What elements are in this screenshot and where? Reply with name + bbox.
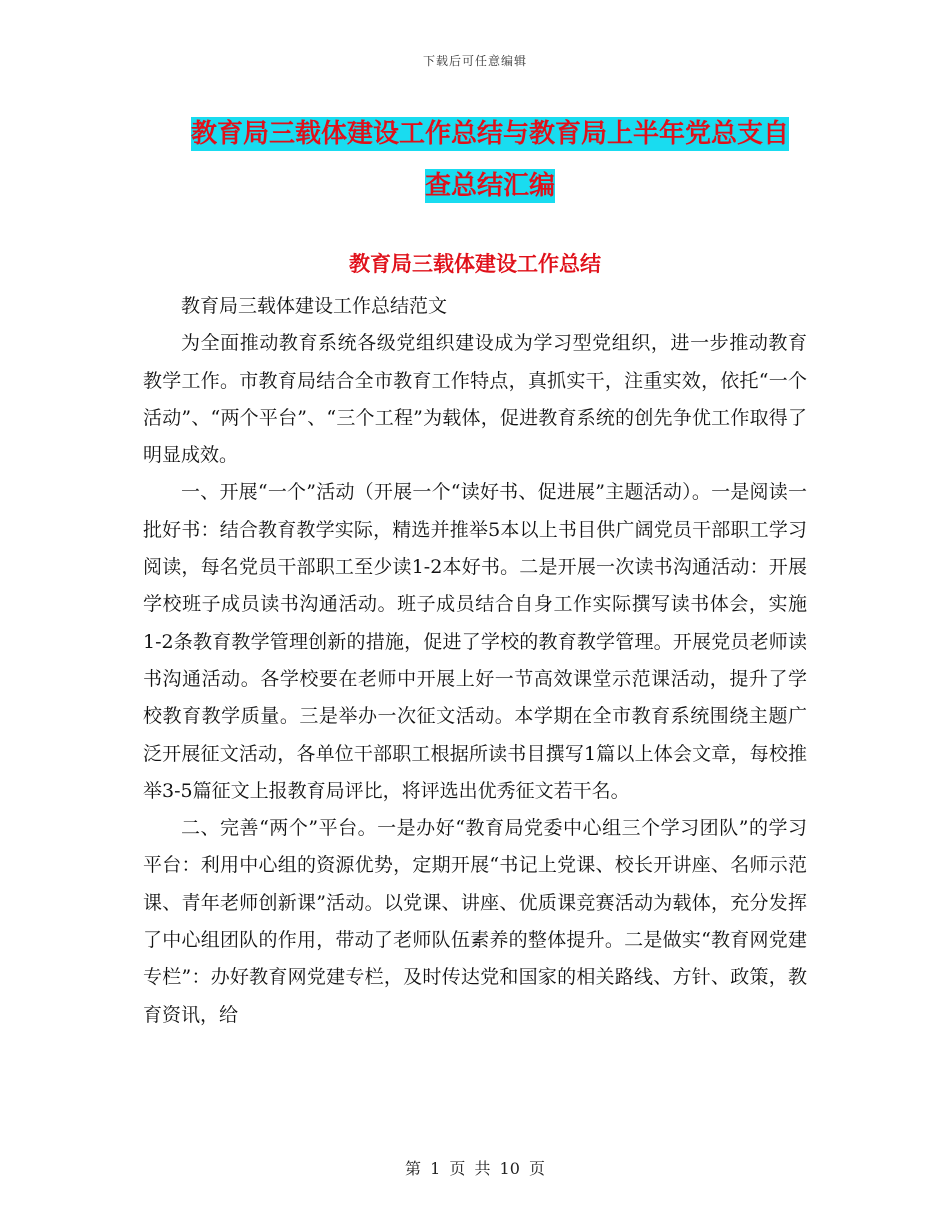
body-text — [143, 288, 807, 1034]
page-number: 第 1 页 共 10 页 — [405, 1159, 545, 1178]
paragraph-intro: 为全面推动教育系统各级党组织建设成为学习型党组织，进一步推动教育教学工作。市教育局结合全市教育工作特点，真抓实干，注重实效，依托“一个活动”、“两个平台”、“三个工程”为载体，促进教育系统的创先争优工作取得了明显成效。 — [143, 332, 807, 467]
document-title — [170, 108, 810, 212]
document-title-line1: 教育局三载体建设工作总结与教育局上半年党总支自 — [190, 119, 789, 149]
paragraph-two-platforms: 二、完善“两个”平台。一是办好“教育局党委中心组三个学习团队”的学习平台：利用中心组的资源优势，定期开展“书记上党课、校长开讲座、名师示范课、青年老师创新课”活动。以党课、讲座、优质课竞赛活动为载体，充分发挥了中心组团队的作用，带动了老师队伍素养的整体提升。二是做实“教育网党建专栏”：办好教育网党建专栏，及时传达党和国家的相关路线、方针、政策，教育资讯，给 — [143, 817, 807, 1026]
paragraph-subtitle: 教育局三载体建设工作总结范文 — [181, 295, 448, 317]
section-title: 教育局三载体建设工作总结 — [349, 252, 601, 276]
paragraph-one-activity: 一、开展“一个”活动（开展一个“读好书、促进展”主题活动）。一是阅读一批好书：结合教育教学实际，精选并推举5本以上书目供广阔党员干部职工学习阅读，每名党员干部职工至少读1-2本好书。二是开展一次读书沟通活动：开展学校班子成员读书沟通活动。班子成员结合自身工作实际撰写读书体会，实施1-2条教育教学管理创新的措施，促进了学校的教育教学管理。开展党员老师读书沟通活动。各学校要在老师中开展上好一节高效课堂示范课活动，提升了学校教育教学质量。三是举办一次征文活动。本学期在全市教育系统围绕主题广泛开展征文活动，各单位干部职工根据所读书目撰写1篇以上体会文章，每校推举3-5篇征文上报教育局评比，将评选出优秀征文若干名。 — [143, 481, 807, 802]
document-title-line2: 查总结汇编 — [424, 171, 555, 201]
page-header-note: 下载后可任意编辑 — [422, 54, 527, 68]
